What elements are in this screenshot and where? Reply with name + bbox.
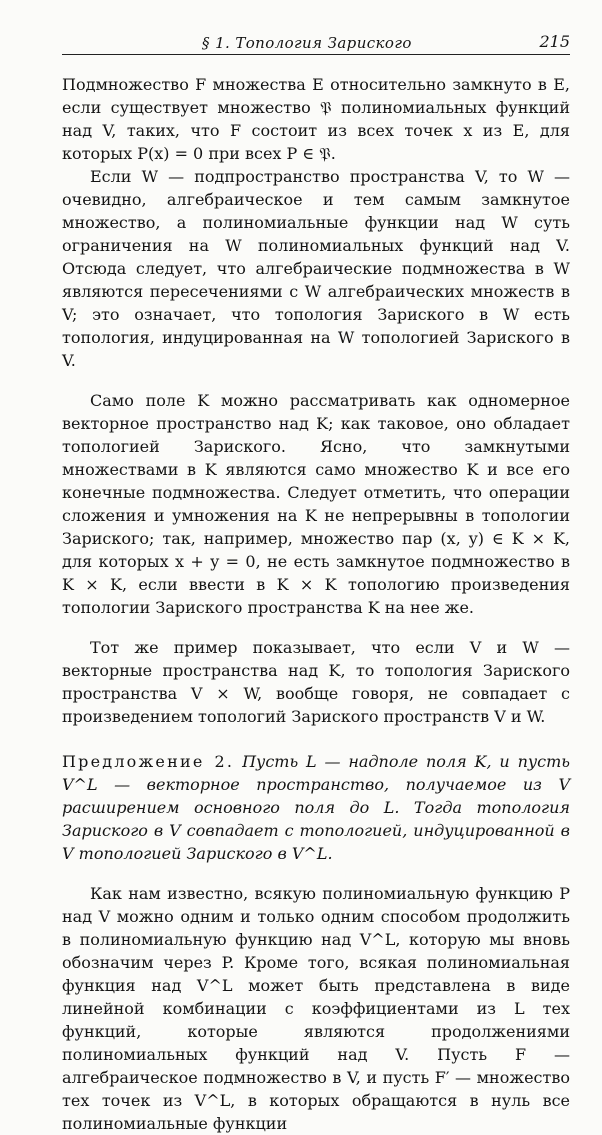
paragraph-field-topology: Само поле K можно рассматривать как одномерное векторное пространство над K; как таковое, оно обладает топологией Зариского. Ясно, что замкнутыми множествами в K являются само множество K и все его конечные подмножества. Следует отметить, что операции сложения и умножения на K не непрерывны в топологии Зариского; так, например, множество пар (x, y) ∈ K × K, для которых x + y = 0, не есть замкнутое подмножество в K × K, если ввести в K × K топологию произведения топологии Зариского пространства K на нее же. [62,391,570,617]
proposition-2 [62,750,570,865]
paragraph-subspace-topology: Если W — подпространство пространства V, то W — очевидно, алгебраическое и тем самым замкнутое множество, а полиномиальные функции над W суть ограничения на W полиномиальных функций над V. Отсюда следует, что алгебраические подмножества в W являются пересечениями с W алгебраических множеств в V; это означает, что топология Зариского в W есть топология, индуцированная на W топологией Зариского в V. [62,167,570,370]
paragraph-proof-start: Как нам известно, всякую полиномиальную функцию P над V можно одним и только одним способом продолжить в полиномиальную функцию над V^L, которую мы вновь обозначим через P. Кроме того, всякая полиномиальная функция над V^L может быть представлена в виде линейной комбинации с коэффициентами из L тех функций, которые являются продолжениями полиномиальных функций над V. Пусть F — алгебраическое подмножество в V, и пусть F′ — множество тех точек из V^L, в которых обращаются в нуль все полиномиальные функции [62,884,570,1133]
paragraph-gap [62,372,570,389]
paragraph-product-example: Тот же пример показывает, что если V и W — векторные пространства над K, то топология Зариского пространства V × W, вообще говоря, не совпадает с произведением топологий Зариского пространств V и W. [62,638,570,726]
paragraph-gap [62,865,570,882]
running-header [62,30,570,55]
page-number: 215 [539,32,570,51]
section-gap [62,728,570,750]
page-body [62,73,570,1135]
running-title: § 1. Топология Зариского [202,34,412,52]
paragraph-gap [62,619,570,636]
paragraph-closed-subset-definition: Подмножество F множества E относительно замкнуто в E, если существует множество 𝔓 полиномиальных функций над V, таких, что F состоит из всех точек x из E, для которых P(x) = 0 при всех P ∈ 𝔓. [62,75,570,163]
proposition-heading: Предложение 2. [62,752,235,771]
proposition-statement: Пусть L — надполе поля K, и пусть V^L — векторное пространство, получаемое из V расширением основного поля до L. Тогда топология Зариского в V совпадает с топологией, индуцированной в V топологией Зариского в V^L. [62,752,571,863]
book-page [62,30,570,1135]
